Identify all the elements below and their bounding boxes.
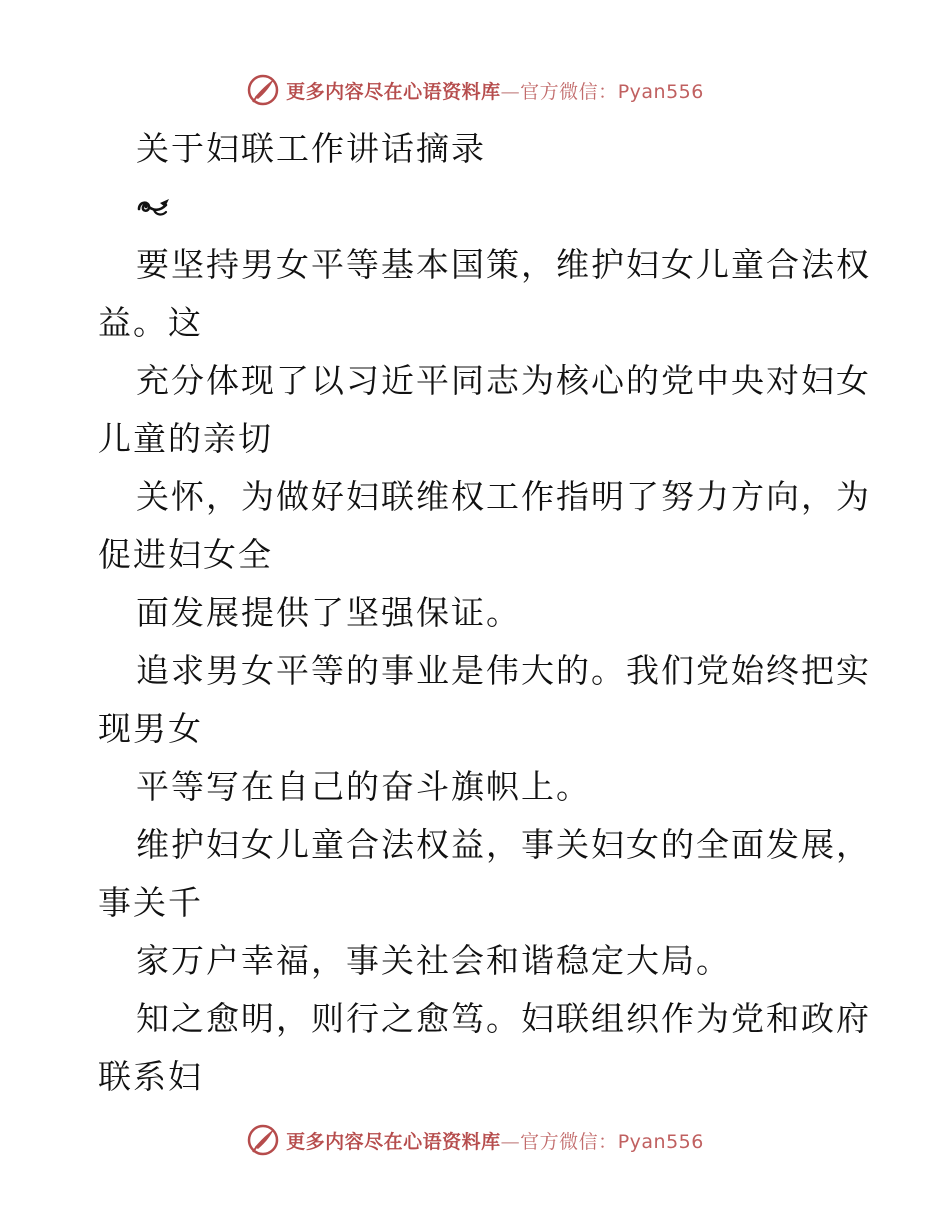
text-line: 儿童的亲切 [98, 419, 273, 458]
text-line: 知之愈明，则行之愈笃。妇联组织作为党和政府 [136, 999, 871, 1038]
watermark-separator: — [500, 1130, 521, 1153]
footer-watermark [0, 1120, 950, 1160]
text-line: 平等写在自己的奋斗旗帜上。 [136, 767, 591, 806]
quill-seal-icon [246, 73, 280, 107]
quill-seal-icon [246, 1123, 280, 1157]
header-watermark [0, 70, 950, 110]
fleuron-icon [136, 195, 172, 219]
watermark-main: 更多内容尽在心语资料库 [286, 80, 501, 103]
watermark-wechat-label: 官方微信： [520, 80, 618, 103]
ornament-row [98, 178, 868, 236]
text-line: 面发展提供了坚强保证。 [136, 593, 521, 632]
paragraph-lines [98, 236, 871, 1106]
text-line: 促进妇女全 [98, 535, 273, 574]
document-title: 关于妇联工作讲话摘录 [136, 129, 486, 168]
watermark-separator: — [500, 80, 521, 103]
text-line: 家万户幸福，事关社会和谐稳定大局。 [136, 941, 731, 980]
text-line: 事关千 [98, 883, 203, 922]
text-line: 充分体现了以习近平同志为核心的党中央对妇女 [136, 361, 871, 400]
watermark-text [286, 77, 704, 104]
text-line: 联系妇 [98, 1057, 203, 1096]
text-line: 追求男女平等的事业是伟大的。我们党始终把实 [136, 651, 871, 690]
document-body [98, 120, 871, 1106]
watermark-wechat-label: 官方微信： [520, 1130, 618, 1153]
text-line: 要坚持男女平等基本国策，维护妇女儿童合法权 [136, 245, 871, 284]
text-line: 益。这 [98, 303, 203, 342]
text-line: 维护妇女儿童合法权益，事关妇女的全面发展， [136, 825, 871, 864]
text-line: 现男女 [98, 709, 203, 748]
watermark-main: 更多内容尽在心语资料库 [286, 1130, 501, 1153]
watermark-wechat-id: Pyan556 [617, 80, 704, 103]
watermark-wechat-id: Pyan556 [617, 1130, 704, 1153]
text-line: 关怀，为做好妇联维权工作指明了努力方向，为 [136, 477, 871, 516]
watermark-text [286, 1127, 704, 1154]
